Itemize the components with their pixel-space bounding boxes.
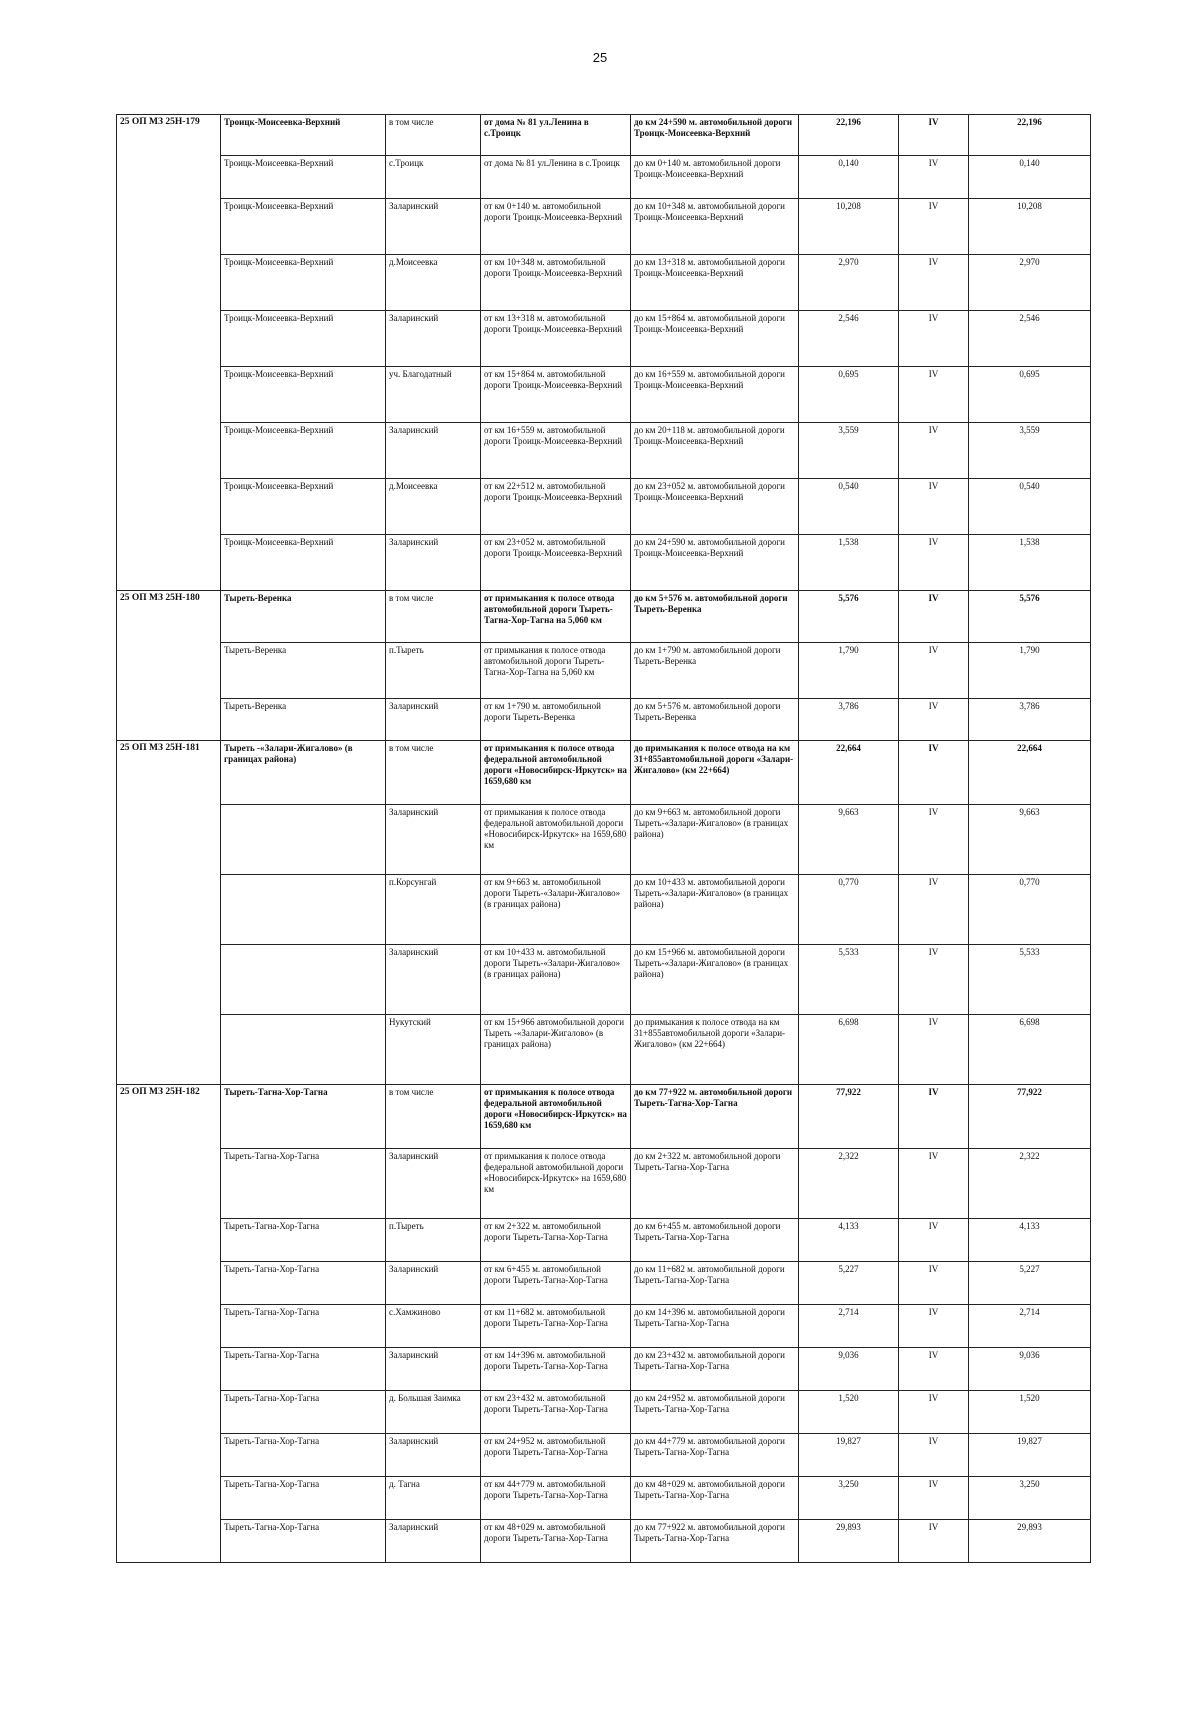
road-name-cell: Тыреть-Тагна-Хор-Тагна xyxy=(221,1520,386,1563)
table-row xyxy=(117,875,1091,945)
total-cell: 4,133 xyxy=(969,1219,1091,1262)
to-cell: до км 5+576 м. автомобильной дороги Тыреть-Веренка xyxy=(631,591,799,643)
road-name-cell: Троицк-Моисеевка-Верхний xyxy=(221,255,386,311)
road-name-cell xyxy=(221,875,386,945)
table-row xyxy=(117,479,1091,535)
from-cell: от км 15+966 автомобильной дороги Тыреть -«Залари-Жигалово» (в границах района) xyxy=(481,1015,631,1085)
place-cell: Заларинский xyxy=(386,311,481,367)
to-cell: до км 10+348 м. автомобильной дороги Троицк-Моисеевка-Верхний xyxy=(631,199,799,255)
table-row xyxy=(117,1391,1091,1434)
length-cell: 22,664 xyxy=(799,741,899,805)
road-name-cell: Тыреть-Тагна-Хор-Тагна xyxy=(221,1348,386,1391)
category-cell: IV xyxy=(899,643,969,699)
category-cell: IV xyxy=(899,367,969,423)
table-row xyxy=(117,199,1091,255)
total-cell: 2,714 xyxy=(969,1305,1091,1348)
place-cell: Заларинский xyxy=(386,1262,481,1305)
length-cell: 3,786 xyxy=(799,699,899,741)
road-code-cell: 25 ОП МЗ 25Н-180 xyxy=(117,591,221,741)
total-cell: 3,786 xyxy=(969,699,1091,741)
road-name-cell: Троицк-Моисеевка-Верхний xyxy=(221,479,386,535)
table-row xyxy=(117,805,1091,875)
from-cell: от км 11+682 м. автомобильной дороги Тыреть-Тагна-Хор-Тагна xyxy=(481,1305,631,1348)
length-cell: 2,970 xyxy=(799,255,899,311)
to-cell: до км 24+590 м. автомобильной дороги Троицк-Моисеевка-Верхний xyxy=(631,535,799,591)
category-cell: IV xyxy=(899,699,969,741)
total-cell: 6,698 xyxy=(969,1015,1091,1085)
table-row xyxy=(117,591,1091,643)
length-cell: 2,546 xyxy=(799,311,899,367)
total-cell: 0,140 xyxy=(969,156,1091,199)
length-cell: 5,533 xyxy=(799,945,899,1015)
from-cell: от км 1+790 м. автомобильной дороги Тыреть-Веренка xyxy=(481,699,631,741)
table-row xyxy=(117,741,1091,805)
place-cell: Заларинский xyxy=(386,423,481,479)
to-cell: до км 5+576 м. автомобильной дороги Тыреть-Веренка xyxy=(631,699,799,741)
road-name-cell: Троицк-Моисеевка-Верхний xyxy=(221,311,386,367)
road-name-cell: Тыреть-Тагна-Хор-Тагна xyxy=(221,1305,386,1348)
total-cell: 1,520 xyxy=(969,1391,1091,1434)
place-cell: Заларинский xyxy=(386,1434,481,1477)
place-cell: д. Тагна xyxy=(386,1477,481,1520)
table-row xyxy=(117,1262,1091,1305)
road-name-cell: Тыреть-Тагна-Хор-Тагна xyxy=(221,1434,386,1477)
category-cell: IV xyxy=(899,115,969,156)
road-name-cell: Троицк-Моисеевка-Верхний xyxy=(221,115,386,156)
category-cell: IV xyxy=(899,1477,969,1520)
table-row xyxy=(117,1015,1091,1085)
to-cell: до км 23+052 м. автомобильной дороги Троицк-Моисеевка-Верхний xyxy=(631,479,799,535)
table-row xyxy=(117,535,1091,591)
category-cell: IV xyxy=(899,591,969,643)
from-cell: от км 10+348 м. автомобильной дороги Троицк-Моисеевка-Верхний xyxy=(481,255,631,311)
total-cell: 77,922 xyxy=(969,1085,1091,1149)
from-cell: от км 9+663 м. автомобильной дороги Тыреть-«Залари-Жигалово» (в границах района) xyxy=(481,875,631,945)
table-row xyxy=(117,156,1091,199)
page-number: 25 xyxy=(592,50,608,65)
from-cell: от км 24+952 м. автомобильной дороги Тыреть-Тагна-Хор-Тагна xyxy=(481,1434,631,1477)
road-name-cell: Тыреть -«Залари-Жигалово» (в границах района) xyxy=(221,741,386,805)
length-cell: 29,893 xyxy=(799,1520,899,1563)
total-cell: 2,970 xyxy=(969,255,1091,311)
road-name-cell: Тыреть-Тагна-Хор-Тагна xyxy=(221,1262,386,1305)
length-cell: 10,208 xyxy=(799,199,899,255)
length-cell: 0,770 xyxy=(799,875,899,945)
from-cell: от дома № 81 ул.Ленина в с.Троицк xyxy=(481,156,631,199)
table-row xyxy=(117,115,1091,156)
table-row xyxy=(117,1477,1091,1520)
road-name-cell: Тыреть-Тагна-Хор-Тагна xyxy=(221,1149,386,1219)
road-name-cell: Тыреть-Тагна-Хор-Тагна xyxy=(221,1391,386,1434)
length-cell: 0,540 xyxy=(799,479,899,535)
length-cell: 1,790 xyxy=(799,643,899,699)
place-cell: Заларинский xyxy=(386,1149,481,1219)
place-cell: в том числе xyxy=(386,1085,481,1149)
from-cell: от км 2+322 м. автомобильной дороги Тыреть-Тагна-Хор-Тагна xyxy=(481,1219,631,1262)
place-cell: д. Большая Заимка xyxy=(386,1391,481,1434)
category-cell: IV xyxy=(899,945,969,1015)
total-cell: 29,893 xyxy=(969,1520,1091,1563)
from-cell: от примыкания к полосе отвода федеральной автомобильной дороги «Новосибирск-Иркутск» на 1659,680 км xyxy=(481,1149,631,1219)
road-name-cell: Троицк-Моисеевка-Верхний xyxy=(221,199,386,255)
table-row xyxy=(117,1520,1091,1563)
total-cell: 2,546 xyxy=(969,311,1091,367)
road-code-cell: 25 ОП МЗ 25Н-182 xyxy=(117,1085,221,1563)
place-cell: п.Корсунгай xyxy=(386,875,481,945)
category-cell: IV xyxy=(899,875,969,945)
place-cell: д.Моисеевка xyxy=(386,479,481,535)
from-cell: от примыкания к полосе отвода федеральной автомобильной дороги «Новосибирск-Иркутск» на 1659,680 км xyxy=(481,741,631,805)
to-cell: до км 0+140 м. автомобильной дороги Троицк-Моисеевка-Верхний xyxy=(631,156,799,199)
total-cell: 2,322 xyxy=(969,1149,1091,1219)
from-cell: от км 14+396 м. автомобильной дороги Тыреть-Тагна-Хор-Тагна xyxy=(481,1348,631,1391)
length-cell: 9,663 xyxy=(799,805,899,875)
road-name-cell xyxy=(221,1015,386,1085)
to-cell: до км 77+922 м. автомобильной дороги Тыреть-Тагна-Хор-Тагна xyxy=(631,1520,799,1563)
table-body xyxy=(117,115,1091,1563)
to-cell: до км 48+029 м. автомобильной дороги Тыреть-Тагна-Хор-Тагна xyxy=(631,1477,799,1520)
place-cell: в том числе xyxy=(386,115,481,156)
category-cell: IV xyxy=(899,1015,969,1085)
road-name-cell: Тыреть-Тагна-Хор-Тагна xyxy=(221,1085,386,1149)
total-cell: 0,540 xyxy=(969,479,1091,535)
length-cell: 0,140 xyxy=(799,156,899,199)
total-cell: 5,227 xyxy=(969,1262,1091,1305)
length-cell: 22,196 xyxy=(799,115,899,156)
from-cell: от примыкания к полосе отвода федеральной автомобильной дороги «Новосибирск-Иркутск» на 1659,680 км xyxy=(481,1085,631,1149)
length-cell: 1,538 xyxy=(799,535,899,591)
to-cell: до км 11+682 м. автомобильной дороги Тыреть-Тагна-Хор-Тагна xyxy=(631,1262,799,1305)
from-cell: от км 22+512 м. автомобильной дороги Троицк-Моисеевка-Верхний xyxy=(481,479,631,535)
to-cell: до км 16+559 м. автомобильной дороги Троицк-Моисеевка-Верхний xyxy=(631,367,799,423)
category-cell: IV xyxy=(899,1520,969,1563)
length-cell: 5,576 xyxy=(799,591,899,643)
total-cell: 1,538 xyxy=(969,535,1091,591)
place-cell: Заларинский xyxy=(386,535,481,591)
category-cell: IV xyxy=(899,1305,969,1348)
category-cell: IV xyxy=(899,156,969,199)
to-cell: до примыкания к полосе отвода на км 31+855автомобильной дороги «Залари-Жигалово» (км 22+664) xyxy=(631,1015,799,1085)
category-cell: IV xyxy=(899,1085,969,1149)
place-cell: Заларинский xyxy=(386,699,481,741)
to-cell: до км 1+790 м. автомобильной дороги Тыреть-Веренка xyxy=(631,643,799,699)
from-cell: от км 6+455 м. автомобильной дороги Тыреть-Тагна-Хор-Тагна xyxy=(481,1262,631,1305)
length-cell: 4,133 xyxy=(799,1219,899,1262)
total-cell: 22,196 xyxy=(969,115,1091,156)
place-cell: Заларинский xyxy=(386,1520,481,1563)
to-cell: до км 14+396 м. автомобильной дороги Тыреть-Тагна-Хор-Тагна xyxy=(631,1305,799,1348)
place-cell: в том числе xyxy=(386,591,481,643)
total-cell: 0,695 xyxy=(969,367,1091,423)
road-name-cell: Троицк-Моисеевка-Верхний xyxy=(221,423,386,479)
total-cell: 9,036 xyxy=(969,1348,1091,1391)
road-name-cell: Троицк-Моисеевка-Верхний xyxy=(221,535,386,591)
table-row xyxy=(117,311,1091,367)
length-cell: 6,698 xyxy=(799,1015,899,1085)
category-cell: IV xyxy=(899,479,969,535)
category-cell: IV xyxy=(899,423,969,479)
table-row xyxy=(117,945,1091,1015)
road-code-cell: 25 ОП МЗ 25Н-179 xyxy=(117,115,221,591)
to-cell: до км 6+455 м. автомобильной дороги Тыреть-Тагна-Хор-Тагна xyxy=(631,1219,799,1262)
total-cell: 9,663 xyxy=(969,805,1091,875)
category-cell: IV xyxy=(899,1262,969,1305)
road-name-cell: Тыреть-Тагна-Хор-Тагна xyxy=(221,1219,386,1262)
table-row xyxy=(117,1149,1091,1219)
length-cell: 0,695 xyxy=(799,367,899,423)
total-cell: 10,208 xyxy=(969,199,1091,255)
table-row xyxy=(117,699,1091,741)
table-row xyxy=(117,1434,1091,1477)
category-cell: IV xyxy=(899,805,969,875)
length-cell: 2,714 xyxy=(799,1305,899,1348)
table-row xyxy=(117,367,1091,423)
place-cell: Заларинский xyxy=(386,945,481,1015)
place-cell: д.Моисеевка xyxy=(386,255,481,311)
length-cell: 77,922 xyxy=(799,1085,899,1149)
place-cell: с.Хамжиново xyxy=(386,1305,481,1348)
total-cell: 5,576 xyxy=(969,591,1091,643)
to-cell: до км 24+952 м. автомобильной дороги Тыреть-Тагна-Хор-Тагна xyxy=(631,1391,799,1434)
from-cell: от дома № 81 ул.Ленина в с.Троицк xyxy=(481,115,631,156)
table-row xyxy=(117,423,1091,479)
table-row xyxy=(117,1219,1091,1262)
from-cell: от км 10+433 м. автомобильной дороги Тыреть-«Залари-Жигалово» (в границах района) xyxy=(481,945,631,1015)
total-cell: 3,559 xyxy=(969,423,1091,479)
place-cell: в том числе xyxy=(386,741,481,805)
to-cell: до км 13+318 м. автомобильной дороги Троицк-Моисеевка-Верхний xyxy=(631,255,799,311)
table-row xyxy=(117,643,1091,699)
length-cell: 1,520 xyxy=(799,1391,899,1434)
from-cell: от км 23+052 м. автомобильной дороги Троицк-Моисеевка-Верхний xyxy=(481,535,631,591)
road-name-cell xyxy=(221,805,386,875)
from-cell: от км 13+318 м. автомобильной дороги Троицк-Моисеевка-Верхний xyxy=(481,311,631,367)
total-cell: 1,790 xyxy=(969,643,1091,699)
category-cell: IV xyxy=(899,741,969,805)
road-name-cell: Тыреть-Веренка xyxy=(221,591,386,643)
length-cell: 9,036 xyxy=(799,1348,899,1391)
from-cell: от примыкания к полосе отвода автомобильной дороги Тыреть-Тагна-Хор-Тагна на 5,060 км xyxy=(481,643,631,699)
from-cell: от км 16+559 м. автомобильной дороги Троицк-Моисеевка-Верхний xyxy=(481,423,631,479)
road-name-cell xyxy=(221,945,386,1015)
table-row xyxy=(117,1348,1091,1391)
from-cell: от км 0+140 м. автомобильной дороги Троицк-Моисеевка-Верхний xyxy=(481,199,631,255)
length-cell: 5,227 xyxy=(799,1262,899,1305)
place-cell: Нукутский xyxy=(386,1015,481,1085)
from-cell: от км 44+779 м. автомобильной дороги Тыреть-Тагна-Хор-Тагна xyxy=(481,1477,631,1520)
table-row xyxy=(117,255,1091,311)
total-cell: 22,664 xyxy=(969,741,1091,805)
road-name-cell: Тыреть-Веренка xyxy=(221,699,386,741)
category-cell: IV xyxy=(899,1219,969,1262)
length-cell: 3,250 xyxy=(799,1477,899,1520)
to-cell: до км 20+118 м. автомобильной дороги Троицк-Моисеевка-Верхний xyxy=(631,423,799,479)
total-cell: 19,827 xyxy=(969,1434,1091,1477)
to-cell: до км 2+322 м. автомобильной дороги Тыреть-Тагна-Хор-Тагна xyxy=(631,1149,799,1219)
to-cell: до км 9+663 м. автомобильной дороги Тыреть-«Залари-Жигалово» (в границах района) xyxy=(631,805,799,875)
to-cell: до км 15+864 м. автомобильной дороги Троицк-Моисеевка-Верхний xyxy=(631,311,799,367)
from-cell: от км 15+864 м. автомобильной дороги Троицк-Моисеевка-Верхний xyxy=(481,367,631,423)
category-cell: IV xyxy=(899,1348,969,1391)
category-cell: IV xyxy=(899,199,969,255)
to-cell: до км 23+432 м. автомобильной дороги Тыреть-Тагна-Хор-Тагна xyxy=(631,1348,799,1391)
place-cell: Заларинский xyxy=(386,199,481,255)
to-cell: до км 77+922 м. автомобильной дороги Тыреть-Тагна-Хор-Тагна xyxy=(631,1085,799,1149)
length-cell: 2,322 xyxy=(799,1149,899,1219)
total-cell: 5,533 xyxy=(969,945,1091,1015)
place-cell: уч. Благодатный xyxy=(386,367,481,423)
from-cell: от примыкания к полосе отвода автомобильной дороги Тыреть-Тагна-Хор-Тагна на 5,060 км xyxy=(481,591,631,643)
road-name-cell: Тыреть-Веренка xyxy=(221,643,386,699)
road-name-cell: Троицк-Моисеевка-Верхний xyxy=(221,156,386,199)
total-cell: 0,770 xyxy=(969,875,1091,945)
category-cell: IV xyxy=(899,1391,969,1434)
category-cell: IV xyxy=(899,1434,969,1477)
roads-table xyxy=(116,114,1091,1563)
category-cell: IV xyxy=(899,1149,969,1219)
from-cell: от км 48+029 м. автомобильной дороги Тыреть-Тагна-Хор-Тагна xyxy=(481,1520,631,1563)
road-code-cell: 25 ОП МЗ 25Н-181 xyxy=(117,741,221,1085)
from-cell: от км 23+432 м. автомобильной дороги Тыреть-Тагна-Хор-Тагна xyxy=(481,1391,631,1434)
to-cell: до примыкания к полосе отвода на км 31+855автомобильной дороги «Залари-Жигалово» (км 22+664) xyxy=(631,741,799,805)
length-cell: 3,559 xyxy=(799,423,899,479)
place-cell: п.Тыреть xyxy=(386,643,481,699)
place-cell: с.Троицк xyxy=(386,156,481,199)
table-row xyxy=(117,1085,1091,1149)
place-cell: Заларинский xyxy=(386,805,481,875)
road-name-cell: Троицк-Моисеевка-Верхний xyxy=(221,367,386,423)
place-cell: Заларинский xyxy=(386,1348,481,1391)
category-cell: IV xyxy=(899,535,969,591)
category-cell: IV xyxy=(899,311,969,367)
road-name-cell: Тыреть-Тагна-Хор-Тагна xyxy=(221,1477,386,1520)
place-cell: п.Тыреть xyxy=(386,1219,481,1262)
to-cell: до км 10+433 м. автомобильной дороги Тыреть-«Залари-Жигалово» (в границах района) xyxy=(631,875,799,945)
from-cell: от примыкания к полосе отвода федеральной автомобильной дороги «Новосибирск-Иркутск» на 1659,680 км xyxy=(481,805,631,875)
length-cell: 19,827 xyxy=(799,1434,899,1477)
total-cell: 3,250 xyxy=(969,1477,1091,1520)
table-row xyxy=(117,1305,1091,1348)
to-cell: до км 15+966 м. автомобильной дороги Тыреть-«Залари-Жигалово» (в границах района) xyxy=(631,945,799,1015)
category-cell: IV xyxy=(899,255,969,311)
to-cell: до км 44+779 м. автомобильной дороги Тыреть-Тагна-Хор-Тагна xyxy=(631,1434,799,1477)
to-cell: до км 24+590 м. автомобильной дороги Троицк-Моисеевка-Верхний xyxy=(631,115,799,156)
